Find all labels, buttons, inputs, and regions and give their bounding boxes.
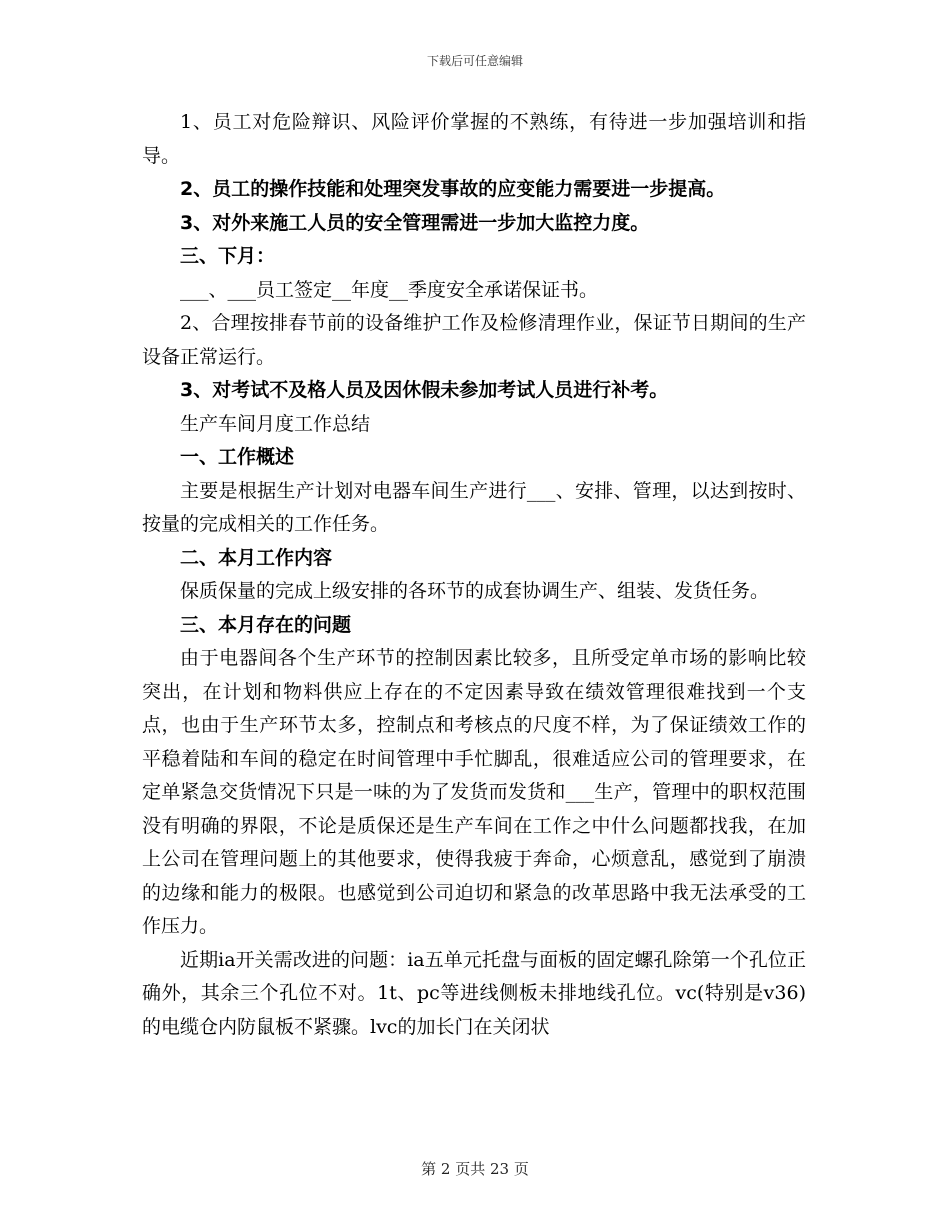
- section-heading-next-month: 三、下月：: [180, 245, 276, 267]
- document-title: 生产车间月度工作总结: [180, 412, 371, 435]
- paragraph-6: 2、合理按排春节前的设备维护工作及检修清理作业，保证节日期间的生产设备正常运行。: [142, 312, 806, 368]
- paragraph-12: 保质保量的完成上级安排的各环节的成套协调生产、组装、发货任务。: [180, 580, 770, 602]
- paragraph-1: 1、员工对危险辩识、风险评价掌握的不熟练，有待进一步加强培训和指导。: [142, 111, 806, 167]
- paragraph-10: 主要是根据生产计划对电器车间生产进行___、安排、管理，以达到按时、按量的完成相关的工作任务。: [142, 479, 806, 535]
- paragraph-7: 3、对考试不及格人员及因休假未参加考试人员进行补考。: [180, 379, 669, 401]
- section-heading-content: 二、本月工作内容: [180, 546, 333, 569]
- paragraph-3: 3、对外来施工人员的安全管理需进一步加大监控力度。: [180, 211, 650, 234]
- section-heading-overview: 一、工作概述: [180, 446, 295, 468]
- section-heading-problems: 三、本月存在的问题: [180, 613, 352, 636]
- paragraph-15: 近期ia开关需改进的问题：ia五单元托盘与面板的固定螺孔除第一个孔位正确外，其余三个孔位不对。1t、pc等进线侧板未排地线孔位。vc(特别是v36)的电缆仓内防鼠板不紧骤。lvc的加长门在关闭状: [142, 948, 806, 1038]
- page-number: 第 2 页共 23 页: [421, 1160, 529, 1178]
- paragraph-14: 由于电器间各个生产环节的控制因素比较多，且所受定单市场的影响比较突出，在计划和物料供应上存在的不定因素导致在绩效管理很难找到一个支点，也由于生产环节太多，控制点和考核点的尺度不样，为了保证绩效工作的平稳着陆和车间的稳定在时间管理中手忙脚乱，很难适应公司的管理要求，在定单紧急交货情况下只是一味的为了发货而发货和___生产，管理中的职权范围没有明确的界限，不论是质保还是生产车间在工作之中什么问题都找我，在加上公司在管理问题上的其他要求，使得我疲于奔命，心烦意乱，感觉到了崩溃的边缘和能力的极限。也感觉到公司迫切和紧急的改革思路中我无法承受的工作压力。: [142, 647, 806, 937]
- document-body: [142, 106, 806, 1044]
- page-header-note: 下载后可任意编辑: [426, 54, 523, 68]
- paragraph-5: ___、___员工签定__年度__季度安全承诺保证书。: [180, 278, 599, 301]
- paragraph-2: 2、员工的操作技能和处理突发事故的应变能力需要进一步提高。: [180, 178, 726, 200]
